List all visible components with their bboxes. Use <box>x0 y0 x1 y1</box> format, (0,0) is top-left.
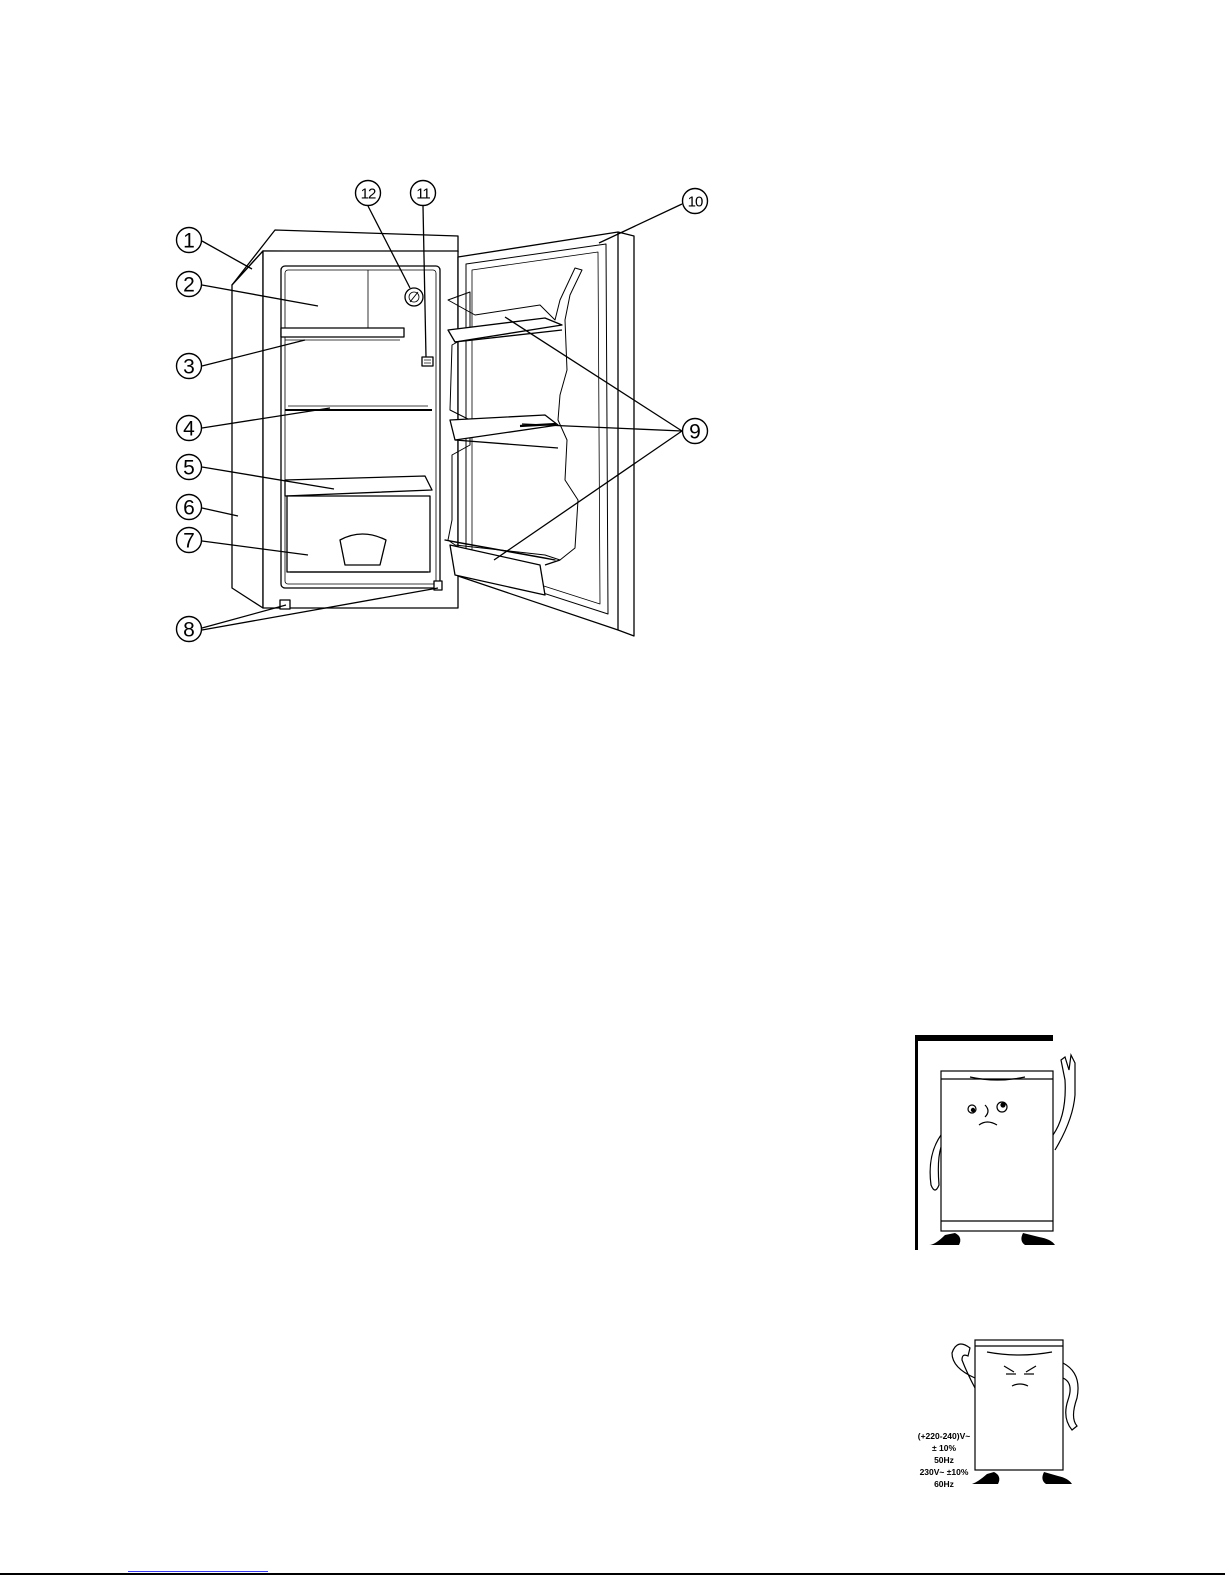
svg-text:9: 9 <box>689 420 701 444</box>
svg-text:3: 3 <box>183 355 195 379</box>
svg-text:4: 4 <box>183 417 195 441</box>
callout-12 <box>356 181 381 206</box>
svg-text:1: 1 <box>183 229 195 253</box>
callout-5 <box>177 455 202 480</box>
svg-text:10: 10 <box>687 193 703 211</box>
voltage-label-4: 230V~ ±10% <box>919 1467 969 1477</box>
callout-8 <box>177 617 202 642</box>
callout-7 <box>177 528 202 553</box>
callout-10 <box>683 189 708 214</box>
callout-3 <box>177 354 202 379</box>
callout-11 <box>411 181 436 206</box>
fridge-drawing <box>232 230 634 636</box>
footer-rule <box>0 1573 1225 1575</box>
voltage-label-1: (+220-240)V~ <box>917 1431 971 1441</box>
voltage-label-5: 60Hz <box>934 1479 954 1489</box>
callout-1 <box>177 228 202 253</box>
callout-6 <box>177 495 202 520</box>
svg-text:6: 6 <box>183 496 195 520</box>
callout-9 <box>683 419 708 444</box>
fridge-wall-clearance-cartoon <box>915 1035 1085 1255</box>
svg-text:2: 2 <box>183 273 195 297</box>
callout-2 <box>177 272 202 297</box>
svg-text:7: 7 <box>183 529 195 553</box>
svg-text:11: 11 <box>416 185 430 203</box>
svg-text:12: 12 <box>360 185 376 203</box>
fridge-parts-diagram <box>0 0 760 660</box>
svg-text:5: 5 <box>183 456 195 480</box>
svg-text:8: 8 <box>183 618 195 642</box>
footer-link-underline[interactable] <box>128 1571 268 1572</box>
voltage-label-2: ± 10% <box>931 1443 957 1453</box>
voltage-label-3: 50Hz <box>934 1455 954 1465</box>
fridge-voltage-cartoon <box>912 1308 1087 1498</box>
callout-4 <box>177 416 202 441</box>
